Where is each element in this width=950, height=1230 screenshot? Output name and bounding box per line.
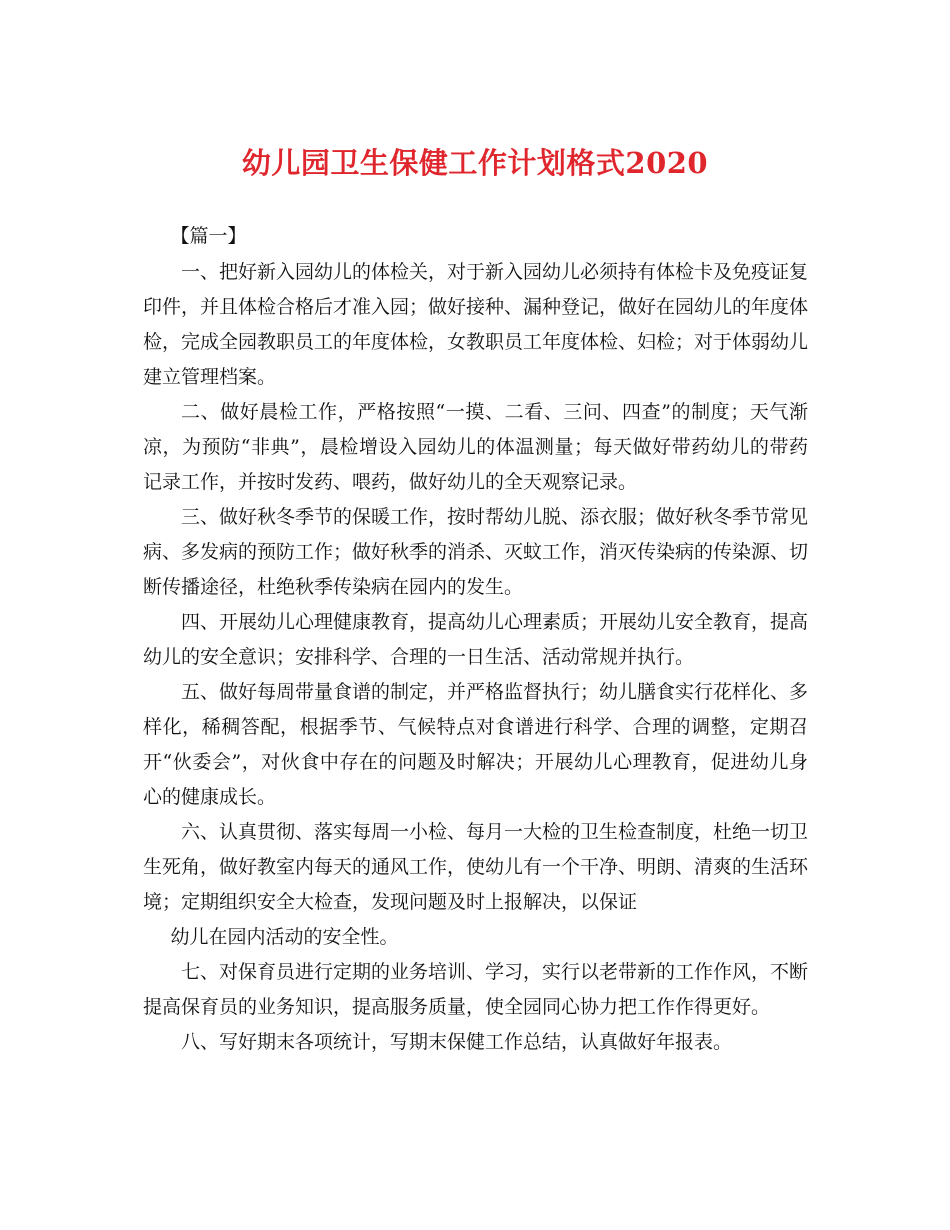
paragraph-4: 四、开展幼儿心理健康教育，提高幼儿心理素质；开展幼儿安全教育，提高幼儿的安全意识；安排科学、合理的一日生活、活动常规并执行。 xyxy=(143,611,809,668)
paragraph-6: 六、认真贯彻、落实每周一小检、每月一大检的卫生检查制度，杜绝一切卫生死角，做好教室内每天的通风工作，使幼儿有一个干净、明朗、清爽的生活环境；定期组织安全大检查，发现问题及时上报解决，以保证 xyxy=(143,821,809,913)
paragraph-5: 五、做好每周带量食谱的制定，并严格监督执行；幼儿膳食实行花样化、多样化，稀稠答配，根据季节、气候特点对食谱进行科学、合理的调整，定期召开“伙委会”，对伙食中存在的问题及时解决；开展幼儿心理教育，促进幼儿身心的健康成长。 xyxy=(143,681,809,808)
paragraph-2: 二、做好晨检工作，严格按照“一摸、二看、三问、四查”的制度；天气渐凉，为预防“非典”，晨检增设入园幼儿的体温测量；每天做好带药幼儿的带药记录工作，并按时发药、喂药，做好幼儿的全天观察记录。 xyxy=(143,401,808,493)
paragraph-6-continuation: 幼儿在园内活动的安全性。 xyxy=(170,926,399,948)
paragraph-8: 八、写好期末各项统计，写期末保健工作总结，认真做好年报表。 xyxy=(181,1031,733,1053)
paragraph-7: 七、对保育员进行定期的业务培训、学习，实行以老带新的工作作风，不断提高保育员的业务知识，提高服务质量，使全园同心协力把工作作得更好。 xyxy=(143,961,809,1018)
document-body xyxy=(143,219,808,1060)
paragraph-3: 三、做好秋冬季节的保暖工作，按时帮幼儿脱、添衣服；做好秋冬季节常见病、多发病的预防工作；做好秋季的消杀、灭蚊工作，消灭传染病的传染源、切断传播途径，杜绝秋季传染病在园内的发生。 xyxy=(143,506,809,598)
paragraph-1: 一、把好新入园幼儿的体检关，对于新入园幼儿必须持有体检卡及免疫证复印件，并且体检合格后才准入园；做好接种、漏种登记，做好在园幼儿的年度体检，完成全园教职员工的年度体检，女教职员工年度体检、妇检；对于体弱幼儿建立管理档案。 xyxy=(143,261,809,388)
section-label: 【篇一】 xyxy=(170,225,247,247)
document-title: 幼儿园卫生保健工作计划格式2020 xyxy=(241,146,709,180)
